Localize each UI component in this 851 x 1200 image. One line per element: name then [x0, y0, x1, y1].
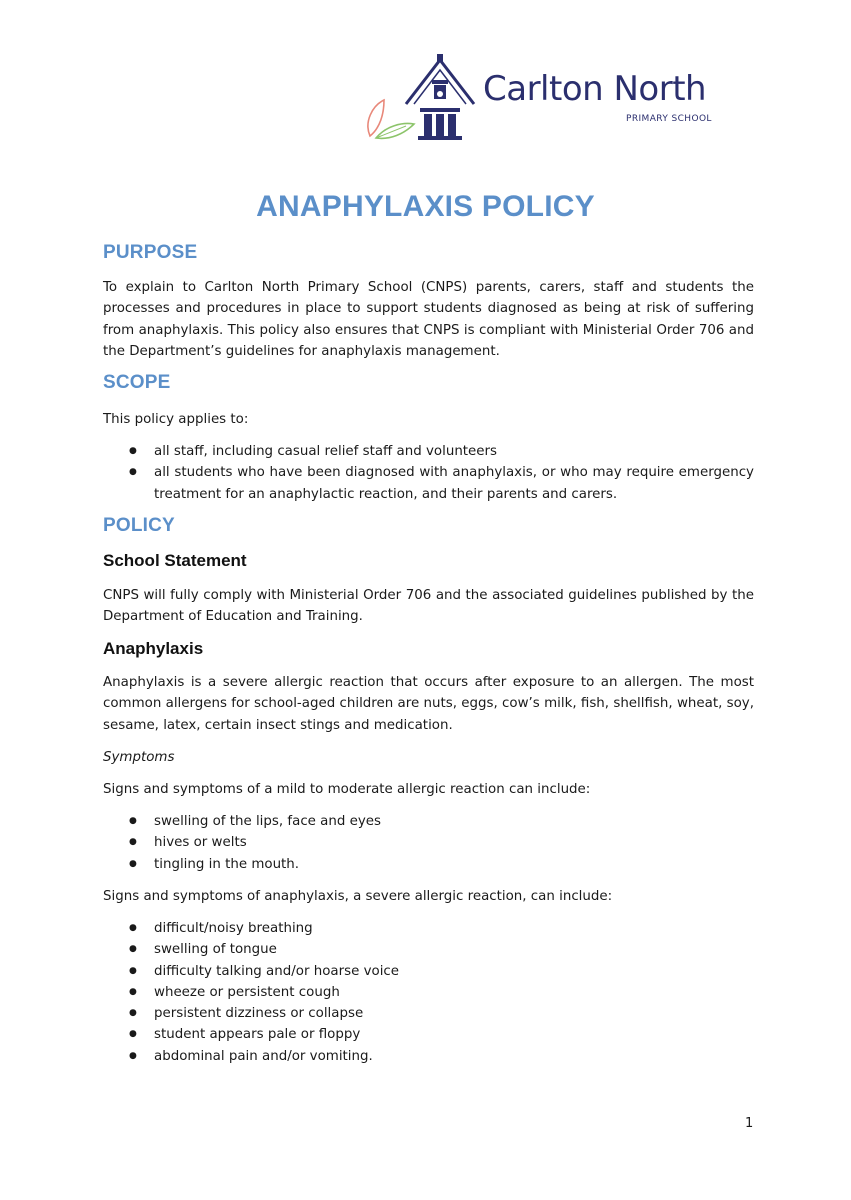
document-title: ANAPHYLAXIS POLICY: [256, 190, 595, 223]
symptoms-heading: Symptoms: [103, 750, 175, 765]
severe-symptoms-intro: Signs and symptoms of anaphylaxis, a severe allergic reaction, can include:: [103, 889, 613, 904]
list-item: ● wheeze or persistent cough: [103, 982, 754, 1003]
scope-intro: This policy applies to:: [103, 412, 249, 427]
mild-symptoms-intro: Signs and symptoms of a mild to moderate allergic reaction can include:: [103, 782, 591, 797]
mild-symptoms-list: [103, 811, 754, 875]
list-item: ● abdominal pain and/or vomiting.: [103, 1046, 754, 1067]
list-item: ● difficult/noisy breathing: [103, 918, 754, 939]
list-item: ● all students who have been diagnosed with anaphylaxis, or who may require emergency treatment for an anaphylactic reaction, and their parents and carers.: [103, 462, 754, 505]
purpose-text: To explain to Carlton North Primary School (CNPS) parents, carers, staff and students the processes and procedures in place to support students diagnosed as being at risk of suffering from anaphylaxis. This policy also ensures that CNPS is compliant with Ministerial Order 706 and the Department’s guidelines for anaphylaxis management.: [103, 280, 754, 359]
list-item: ● student appears pale or floppy: [103, 1024, 754, 1045]
logo-name-part1: Carlton: [483, 69, 604, 109]
policy-heading: POLICY: [103, 515, 175, 536]
list-item: ● all staff, including casual relief staff and volunteers: [103, 441, 754, 462]
anaphylaxis-heading: Anaphylaxis: [103, 639, 204, 658]
school-logo: [362, 52, 742, 144]
purpose-heading: PURPOSE: [103, 242, 198, 263]
list-item: ● hives or welts: [103, 832, 754, 853]
list-item: ● tingling in the mouth.: [103, 854, 754, 875]
logo-wordmark: [483, 69, 707, 109]
page-number: 1: [745, 1116, 754, 1131]
list-item: ● swelling of the lips, face and eyes: [103, 811, 754, 832]
severe-symptoms-list: [103, 918, 754, 1067]
school-statement-text: CNPS will fully comply with Ministerial Order 706 and the associated guidelines published by the Department of Education and Training.: [103, 588, 754, 625]
logo-name-part2: North: [613, 69, 707, 109]
logo-subtitle: PRIMARY SCHOOL: [626, 114, 712, 124]
anaphylaxis-text: Anaphylaxis is a severe allergic reaction that occurs after exposure to an allergen. The most common allergens for school-aged children are nuts, eggs, cow’s milk, fish, shellfish, wheat, soy, sesame, latex, certain insect stings and medication.: [103, 675, 754, 733]
school-building-leaf-icon: [362, 52, 482, 144]
list-item: ● persistent dizziness or collapse: [103, 1003, 754, 1024]
list-item: ● difficulty talking and/or hoarse voice: [103, 961, 754, 982]
scope-list: [103, 441, 754, 505]
school-statement-heading: School Statement: [103, 551, 247, 570]
list-item: ● swelling of tongue: [103, 939, 754, 960]
scope-heading: SCOPE: [103, 372, 171, 393]
